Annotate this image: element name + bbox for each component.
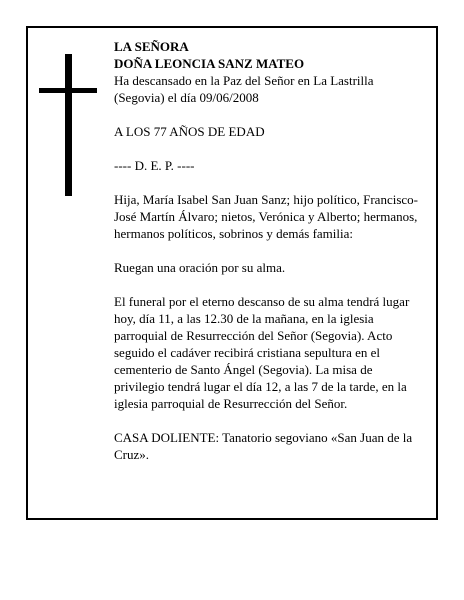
cross-horizontal-bar <box>39 88 97 93</box>
age-text: A LOS 77 AÑOS DE EDAD <box>114 124 265 139</box>
family-text: Hija, María Isabel San Juan Sanz; hijo político, Francisco-José Martín Álvaro; nietos, Verónica y Alberto; hermanos, hermanos políticos, sobrinos y demás familia: <box>114 192 418 241</box>
intro-text: Ha descansado en la Paz del Señor en La Lastrilla (Segovia) el día 09/06/2008 <box>114 73 374 105</box>
prayer-text: Ruegan una oración por su alma. <box>114 260 286 275</box>
casa-doliente-text: CASA DOLIENTE: Tanatorio segoviano «San Juan de la Cruz». <box>114 430 413 462</box>
deceased-name: DOÑA LEONCIA SANZ MATEO <box>114 56 305 71</box>
dep-text: ---- D. E. P. ---- <box>114 158 195 173</box>
obituary-text <box>114 38 422 463</box>
title-line-1: LA SEÑORA <box>114 39 189 54</box>
funeral-text: El funeral por el eterno descanso de su alma tendrá lugar hoy, día 11, a las 12.30 de la mañana, en la iglesia parroquial de Resurrección del Señor (Segovia). Acto seguido el cadáver recibirá cristiana sepultura en el cementerio de Santo Ángel (Segovia). La misa de privilegio tendrá lugar el día 12, a las 7 de la tarde, en la iglesia parroquial de Resurrección del Señor. <box>114 294 410 411</box>
cross-vertical-bar <box>65 54 72 196</box>
